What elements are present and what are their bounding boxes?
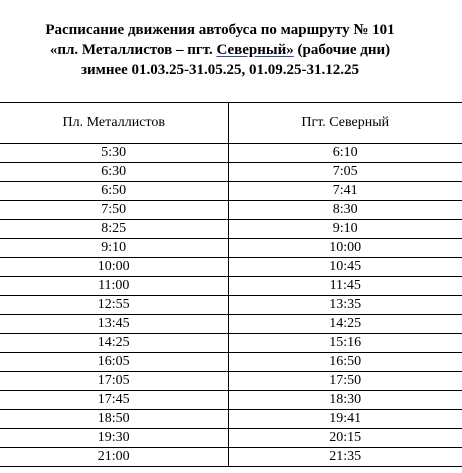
- table-row: [0, 220, 462, 239]
- departure-time-destination: 10:45: [228, 258, 462, 277]
- table-row: [0, 372, 462, 391]
- departure-time-destination: 13:35: [228, 296, 462, 315]
- departure-time-destination: 14:25: [228, 315, 462, 334]
- departure-time-origin: 8:25: [0, 220, 228, 239]
- route-line: [0, 40, 440, 60]
- departure-time-origin: 21:00: [0, 448, 228, 467]
- departure-time-destination: 6:10: [228, 144, 462, 163]
- departure-time-origin: 12:55: [0, 296, 228, 315]
- schedule-table: [0, 102, 462, 467]
- departure-time-origin: 11:00: [0, 277, 228, 296]
- table-row: [0, 315, 462, 334]
- departure-time-origin: 17:45: [0, 391, 228, 410]
- table-row: [0, 163, 462, 182]
- departure-time-destination: 17:50: [228, 372, 462, 391]
- table-row: [0, 429, 462, 448]
- table-row: [0, 144, 462, 163]
- table-row: [0, 410, 462, 429]
- table-row: [0, 391, 462, 410]
- departure-time-destination: 18:30: [228, 391, 462, 410]
- departure-time-destination: 21:35: [228, 448, 462, 467]
- departure-time-origin: 14:25: [0, 334, 228, 353]
- departure-time-origin: 7:50: [0, 201, 228, 220]
- table-row: [0, 182, 462, 201]
- table-row: [0, 277, 462, 296]
- departure-time-origin: 5:30: [0, 144, 228, 163]
- table-row: [0, 448, 462, 467]
- route-day-type: (рабочие дни): [293, 42, 391, 58]
- departure-time-destination: 19:41: [228, 410, 462, 429]
- departure-time-origin: 9:10: [0, 239, 228, 258]
- schedule-rows: [0, 144, 462, 467]
- season-period: зимнее 01.03.25-31.05.25, 01.09.25-31.12.25: [80, 62, 360, 78]
- departure-time-destination: 20:15: [228, 429, 462, 448]
- column-header-destination: Пгт. Северный: [228, 103, 462, 144]
- column-header-origin: Пл. Металлистов: [0, 103, 228, 144]
- table-row: [0, 258, 462, 277]
- departure-time-origin: 16:05: [0, 353, 228, 372]
- departure-time-origin: 19:30: [0, 429, 228, 448]
- departure-time-destination: 11:45: [228, 277, 462, 296]
- schedule-title: Расписание движения автобуса по маршруту № 101: [45, 22, 395, 38]
- schedule-header: [0, 20, 440, 80]
- departure-time-origin: 6:30: [0, 163, 228, 182]
- departure-time-destination: 16:50: [228, 353, 462, 372]
- departure-time-destination: 7:41: [228, 182, 462, 201]
- departure-time-origin: 13:45: [0, 315, 228, 334]
- route-destination: Северный»: [216, 42, 294, 58]
- departure-time-origin: 10:00: [0, 258, 228, 277]
- departure-time-destination: 15:16: [228, 334, 462, 353]
- departure-time-origin: 6:50: [0, 182, 228, 201]
- departure-time-destination: 10:00: [228, 239, 462, 258]
- table-row: [0, 334, 462, 353]
- route-prefix: «пл. Металлистов – пгт.: [49, 42, 217, 58]
- table-header-row: [0, 103, 462, 144]
- departure-time-destination: 7:05: [228, 163, 462, 182]
- departure-time-origin: 18:50: [0, 410, 228, 429]
- table-row: [0, 239, 462, 258]
- table-row: [0, 296, 462, 315]
- table-row: [0, 201, 462, 220]
- table-row: [0, 353, 462, 372]
- departure-time-destination: 9:10: [228, 220, 462, 239]
- departure-time-destination: 8:30: [228, 201, 462, 220]
- departure-time-origin: 17:05: [0, 372, 228, 391]
